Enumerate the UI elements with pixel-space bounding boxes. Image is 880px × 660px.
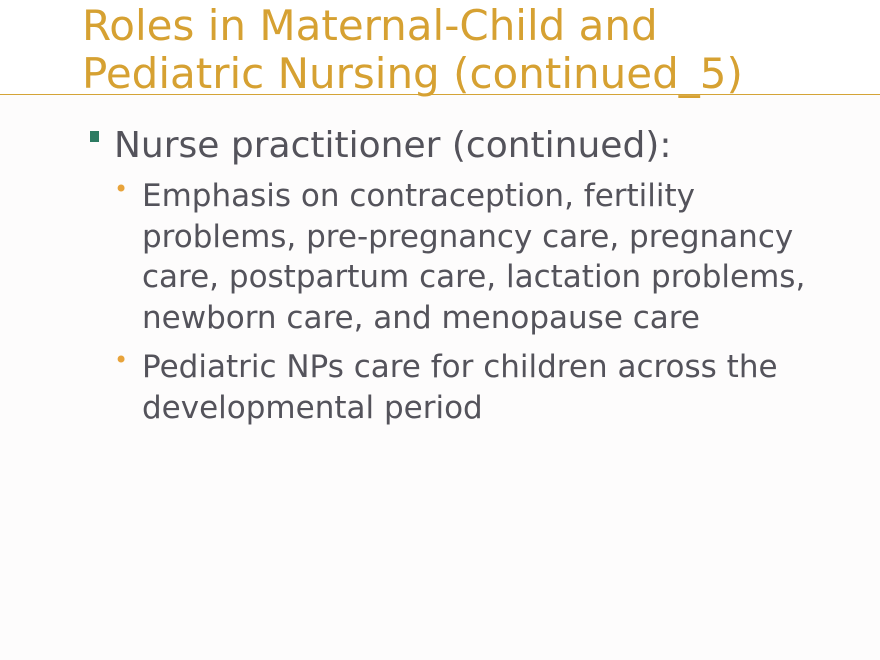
bullet-text: Nurse practitioner (continued): [114, 125, 672, 166]
dot-bullet-icon: • [114, 346, 129, 374]
title-band [0, 0, 880, 98]
slide-title-line-2: Pediatric Nursing (continued_5) [82, 49, 743, 98]
square-bullet-icon [90, 131, 99, 142]
sub-bullet-text: Emphasis on contraception, fertility problems, pre-pregnancy care, pregnancy care, postpartum care, lactation problems, newborn care, and menopause care [142, 178, 806, 336]
sub-bullet-list [88, 176, 818, 428]
slide-body [88, 120, 818, 437]
sub-bullet-text: Pediatric NPs care for children across the developmental period [142, 349, 778, 426]
sub-bullet-item [114, 176, 818, 338]
slide-title-line-1: Roles in Maternal-Child and [82, 1, 658, 50]
bullet-item [88, 120, 818, 172]
slide-title [82, 2, 743, 98]
sub-bullet-item [114, 347, 818, 428]
dot-bullet-icon: • [114, 175, 129, 203]
